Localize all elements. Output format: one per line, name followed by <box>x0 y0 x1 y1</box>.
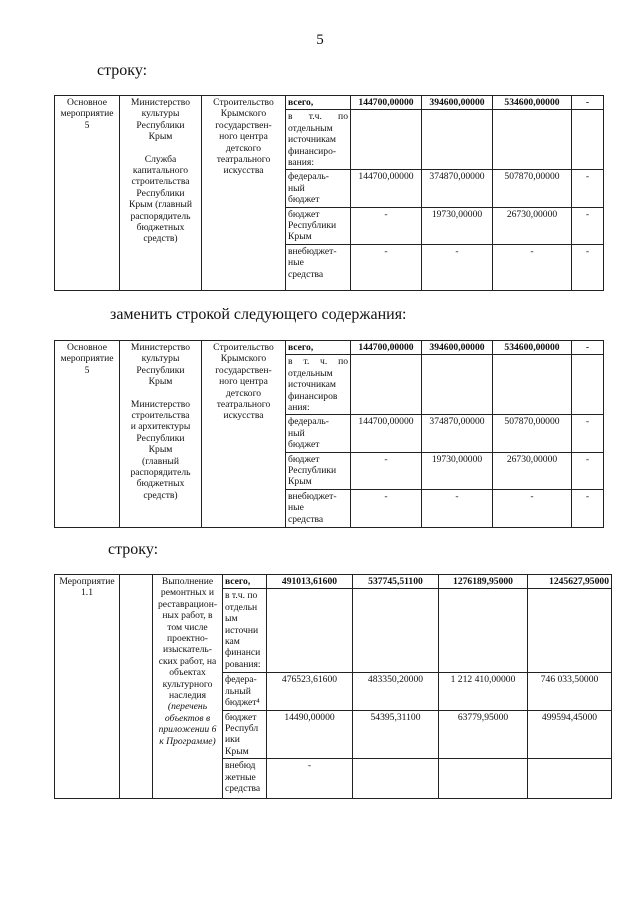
text-line: бюджетных <box>136 222 185 234</box>
activity-cell <box>55 96 120 291</box>
value-cell: - <box>572 170 604 207</box>
name-cell <box>153 575 223 799</box>
text-line: театрального <box>216 154 271 166</box>
text-line: 5 <box>84 119 90 131</box>
value-cell <box>353 589 439 673</box>
value-cell: 19730,00000 <box>422 452 493 489</box>
value-cell <box>351 110 422 170</box>
text-line: культуры <box>141 108 180 120</box>
name-cell <box>202 341 286 528</box>
value-cell <box>493 355 572 415</box>
text-line: государствен- <box>215 119 272 131</box>
value-cell: - <box>572 415 604 452</box>
value-cell: 63779,95000 <box>439 710 528 759</box>
value-cell <box>439 589 528 673</box>
text-line: приложении 6 <box>158 724 217 736</box>
source-regional <box>286 207 351 244</box>
value-cell: - <box>351 489 422 527</box>
text-line: 1.1 <box>81 587 93 599</box>
text-line: строительства <box>131 410 190 422</box>
value-cell: - <box>267 759 353 799</box>
text-line: объектах <box>169 667 206 679</box>
source-total <box>223 575 267 589</box>
value-cell <box>439 759 528 799</box>
text-line: источни <box>225 624 259 636</box>
text-line: ного центра <box>219 131 268 143</box>
text-line: Крым <box>225 745 249 757</box>
text-line: всего, <box>225 576 251 587</box>
text-line: ым <box>225 613 238 625</box>
text-line: распорядитель <box>130 467 191 479</box>
source-total <box>286 341 351 355</box>
text-line: внебюджет- <box>288 490 337 502</box>
text-line: бюджет⁴ <box>225 697 260 709</box>
text-line: ные <box>288 502 304 514</box>
text-line: ные <box>288 257 304 269</box>
text-line: детского <box>225 387 262 399</box>
value-cell: - <box>351 207 422 244</box>
text-line: проектно- <box>167 633 208 645</box>
source-breakdown <box>286 110 351 170</box>
text-line: ремонтных и <box>160 587 215 599</box>
value-cell: - <box>422 489 493 527</box>
text-line: Крымского <box>220 353 267 365</box>
value-cell <box>572 355 604 415</box>
text-line: ания: <box>288 402 310 414</box>
value-cell: - <box>493 244 572 290</box>
table-replacement-row-5 <box>54 340 604 528</box>
value-cell: 144700,00000 <box>351 170 422 207</box>
text-line: культуры <box>141 353 180 365</box>
text-line: внебюд <box>225 760 256 772</box>
value-cell: - <box>572 489 604 527</box>
text-line: строительства <box>131 176 190 188</box>
source-regional <box>223 710 267 759</box>
text-line: средства <box>225 783 261 795</box>
value-cell: - <box>422 244 493 290</box>
table-activity-1-1 <box>54 574 612 799</box>
text-line: финансиро- <box>288 145 337 157</box>
value-cell: - <box>493 489 572 527</box>
executor-cell <box>120 341 202 528</box>
value-cell: 26730,00000 <box>493 452 572 489</box>
text-line: театрального <box>216 399 271 411</box>
text-line: искусства <box>223 165 264 177</box>
text-line: культурного <box>162 678 213 690</box>
value-cell <box>353 759 439 799</box>
text-line: отдельн <box>225 601 258 613</box>
value-cell: 394600,00000 <box>422 341 493 355</box>
text-line: Выполнение <box>161 576 214 587</box>
text-line: средств) <box>143 233 178 245</box>
text-line: отдельным <box>288 122 333 134</box>
text-line: внебюджет- <box>288 245 337 257</box>
value-cell <box>351 355 422 415</box>
source-extrabudget <box>286 244 351 290</box>
text-line: Крым (главный <box>128 199 193 211</box>
text-line: ный <box>288 182 305 194</box>
text-line: ного центра <box>219 376 268 388</box>
text-line: Крым <box>148 376 173 388</box>
text-line: средства <box>288 513 324 525</box>
value-cell: 534600,00000 <box>493 341 572 355</box>
text-line: всего, <box>288 342 314 353</box>
text-line: Строительство <box>213 342 274 353</box>
text-line: Республики <box>136 119 185 131</box>
label-replace: заменить строкой следующего содержания: <box>110 306 407 323</box>
source-regional <box>286 452 351 489</box>
text-line: распорядитель <box>130 210 191 222</box>
text-line: вания: <box>288 157 315 169</box>
text-line: и архитектуры <box>130 421 191 433</box>
text-line: бюджет <box>288 453 320 465</box>
value-cell: 491013,61600 <box>267 575 353 589</box>
text-line: федера- <box>225 674 257 686</box>
source-breakdown <box>223 589 267 673</box>
value-cell: 483350,20000 <box>353 673 439 710</box>
text-line: жетные <box>225 771 256 783</box>
text-line: Республики <box>288 465 337 477</box>
text-line: Республики <box>136 187 185 199</box>
value-cell: 19730,00000 <box>422 207 493 244</box>
value-cell: 746 033,50000 <box>528 673 612 710</box>
value-cell: - <box>572 207 604 244</box>
source-extrabudget <box>223 759 267 799</box>
text-line: Крым <box>288 476 312 488</box>
text-line: федераль- <box>288 171 329 183</box>
value-cell: - <box>572 452 604 489</box>
text-line: детского <box>225 142 262 154</box>
text-line: в т.ч. по <box>288 111 348 123</box>
value-cell: - <box>351 244 422 290</box>
value-cell: 14490,00000 <box>267 710 353 759</box>
table-original-row-5 <box>54 95 604 291</box>
value-cell <box>528 759 612 799</box>
value-cell: 507870,00000 <box>493 170 572 207</box>
source-federal <box>223 673 267 710</box>
text-line: Республики <box>136 364 185 376</box>
text-line: в т. ч. по <box>288 356 348 368</box>
text-line: ных работ, в <box>162 610 213 622</box>
executor-cell <box>120 96 202 291</box>
text-line: Республики <box>288 220 337 232</box>
name-cell <box>202 96 286 291</box>
text-line: Строительство <box>213 97 274 108</box>
activity-cell <box>55 341 120 528</box>
text-line: бюджет <box>288 439 320 451</box>
label-row: строку: <box>97 62 148 79</box>
value-cell: 374870,00000 <box>422 415 493 452</box>
text-line: Министерство <box>130 342 191 353</box>
text-line: Крымского <box>220 108 267 120</box>
value-cell <box>572 110 604 170</box>
source-breakdown <box>286 355 351 415</box>
value-cell: 374870,00000 <box>422 170 493 207</box>
text-line: изыскатель- <box>163 644 212 656</box>
value-cell: 499594,45000 <box>528 710 612 759</box>
source-federal <box>286 170 351 207</box>
value-cell <box>493 110 572 170</box>
value-cell: 1276189,95000 <box>439 575 528 589</box>
text-line: том числе <box>167 621 208 633</box>
text-line: Республ <box>225 723 259 735</box>
text-line: мероприятие <box>60 108 114 120</box>
value-cell: 507870,00000 <box>493 415 572 452</box>
text-line: источникам <box>288 379 336 391</box>
text-line: Основное <box>67 342 107 353</box>
value-cell: 144700,00000 <box>351 96 422 110</box>
value-cell: 26730,00000 <box>493 207 572 244</box>
text-line: Основное <box>67 97 107 108</box>
text-line: Крым <box>148 131 173 143</box>
text-line: в т.ч. по <box>225 590 258 602</box>
text-line: рования: <box>225 658 261 670</box>
text-line: источникам <box>288 134 336 146</box>
text-line: к Программе) <box>159 735 216 747</box>
text-line: всего, <box>288 97 314 108</box>
value-cell: 144700,00000 <box>351 415 422 452</box>
source-federal <box>286 415 351 452</box>
text-line: отдельным <box>288 367 333 379</box>
text-line: кам <box>225 636 240 648</box>
text-line: бюджет <box>288 194 320 206</box>
text-line: бюджет <box>225 711 257 723</box>
activity-cell <box>55 575 120 799</box>
value-cell: 144700,00000 <box>351 341 422 355</box>
page-number: 5 <box>316 32 324 48</box>
executor-cell <box>120 575 153 799</box>
source-extrabudget <box>286 489 351 527</box>
label-row-2: строку: <box>108 541 159 558</box>
value-cell: - <box>351 452 422 489</box>
value-cell <box>528 589 612 673</box>
text-line: бюджетных <box>136 478 185 490</box>
value-cell <box>422 110 493 170</box>
text-line: реставрацион- <box>157 598 218 610</box>
text-line: федераль- <box>288 416 329 428</box>
text-line: бюджет <box>288 208 320 220</box>
text-line: мероприятие <box>60 353 114 365</box>
text-line: ских работ, на <box>158 655 217 667</box>
value-cell: 1245627,95000 <box>528 575 612 589</box>
text-line: Министерство <box>130 398 191 410</box>
text-line: средства <box>288 268 324 280</box>
text-line: наследия <box>169 690 206 702</box>
text-line: ики <box>225 734 240 746</box>
value-cell <box>267 589 353 673</box>
value-cell: 537745,51100 <box>353 575 439 589</box>
value-cell: - <box>572 244 604 290</box>
text-line: Министерство <box>130 97 191 108</box>
text-line: средств) <box>143 489 178 501</box>
text-line: Республики <box>136 432 185 444</box>
text-line: Мероприятие <box>59 576 115 587</box>
value-cell: 394600,00000 <box>422 96 493 110</box>
text-line: (главный <box>142 455 179 467</box>
text-line: льный <box>225 685 251 697</box>
text-line: (перечень <box>167 701 208 713</box>
value-cell <box>422 355 493 415</box>
text-line: 5 <box>84 364 90 376</box>
text-line: искусства <box>223 410 264 422</box>
source-total <box>286 96 351 110</box>
text-line: капитального <box>132 165 189 177</box>
text-line: Крым <box>148 444 173 456</box>
text-line: Служба <box>144 153 177 165</box>
text-line: объектов в <box>164 712 211 724</box>
value-cell: 476523,61600 <box>267 673 353 710</box>
text-line: финанси <box>225 647 261 659</box>
text-line: Крым <box>288 231 312 243</box>
text-line: ный <box>288 427 305 439</box>
value-cell: - <box>572 96 604 110</box>
text-line: финансиров <box>288 390 338 402</box>
value-cell: 534600,00000 <box>493 96 572 110</box>
value-cell: 54395,31100 <box>353 710 439 759</box>
value-cell: 1 212 410,00000 <box>439 673 528 710</box>
text-line: государствен- <box>215 364 272 376</box>
value-cell: - <box>572 341 604 355</box>
